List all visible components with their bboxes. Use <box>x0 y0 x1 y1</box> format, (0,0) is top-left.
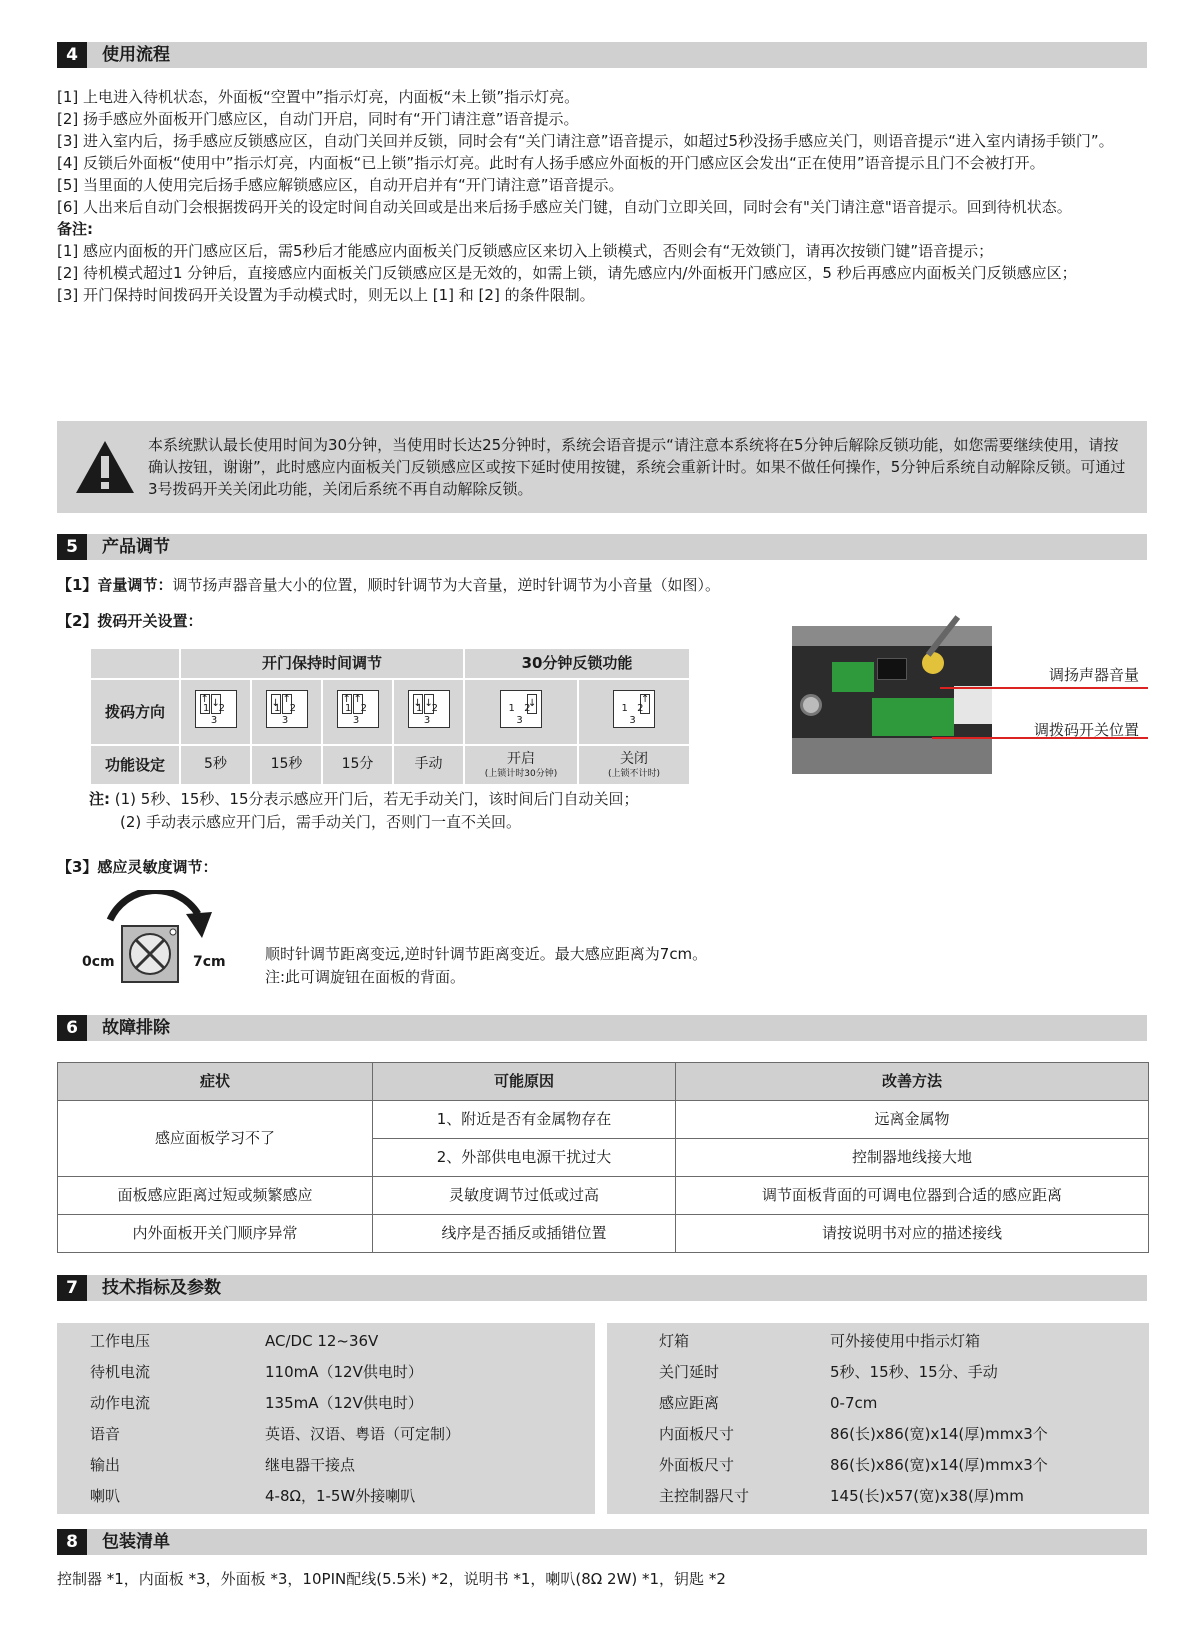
dip-func: 手动 <box>394 746 463 784</box>
dip-row-label-function: 功能设定 <box>91 746 179 784</box>
section-title: 使用流程 <box>102 45 170 65</box>
table-row: 感应面板学习不了 1、附近是否有金属物存在 远离金属物 <box>58 1101 1149 1139</box>
dip-switch-manual <box>394 680 463 744</box>
volume-adjust <box>57 574 1149 596</box>
section-header-7 <box>57 1275 1147 1301</box>
section-title: 技术指标及参数 <box>102 1278 221 1298</box>
dip-switch-icon: ↑ ↑ 1 2 3 <box>337 690 379 728</box>
dip-row-label-direction: 拨码方向 <box>91 680 179 744</box>
spec-row: 外面板尺寸 86(长)x86(宽)x14(厚)mmx3个 <box>659 1456 1048 1474</box>
dip-switch-icon: ↓ 1 2 3 <box>500 690 542 728</box>
volume-adjust-text: 调节扬声器音量大小的位置，顺时针调节为大音量，逆时针调节为小音量（如图）。 <box>172 576 720 594</box>
dip-switch-icon: ↑ ↓ 1 2 3 <box>195 690 237 728</box>
list-item: [1] 感应内面板的开门感应区后，需5秒后才能感应内面板关门反锁感应区来切入上锁模式，否则会有“无效锁门，请再次按锁门键”语音提示； <box>57 242 994 260</box>
list-item: [2] 扬手感应外面板开门感应区，自动门开启，同时有“开门请注意”语音提示。 <box>57 110 579 128</box>
dip-func-lock-on: 开启 (上锁计时30分钟) <box>465 746 577 784</box>
sensitivity-text: 顺时针调节距离变远,逆时针调节距离变近。最大感应距离为7cm。 注:此可调旋钮在面板的背面。 <box>265 945 708 986</box>
section-title: 产品调节 <box>102 537 170 557</box>
dip-switch-lock-off <box>579 680 689 744</box>
section-number: 4 <box>57 42 87 68</box>
dip-group-hold-time: 开门保持时间调节 <box>181 649 463 678</box>
section-header-8 <box>57 1529 1147 1555</box>
sensitivity-label: 【3】感应灵敏度调节： <box>57 858 218 876</box>
callout-speaker-volume: 调扬声器音量 <box>1049 666 1140 684</box>
controller-board-photo <box>792 626 992 774</box>
section-header-4 <box>57 42 1147 68</box>
spec-row: 输出 继电器干接点 <box>90 1456 356 1474</box>
volume-adjust-label: 【1】音量调节： <box>57 576 173 594</box>
section-number: 7 <box>57 1275 87 1301</box>
spec-row: 语音 英语、汉语、粤语（可定制） <box>90 1425 461 1443</box>
usage-flow-list <box>57 86 1149 306</box>
warning-text: 本系统默认最长使用时间为30分钟，当使用时长达25分钟时，系统会语音提示“请注意本系统将在5分钟后解除反锁功能，如您需要继续使用，请按确认按钮，谢谢”，此时感应内面板关门反锁感应区或按下延时使用按键，系统会重新计时。如果不做任何操作，5分钟后系统自动解除反锁。可通过3号拨码开关关闭此功能，关闭后系统不再自动解除反锁。 <box>148 436 1126 498</box>
section-header-6 <box>57 1015 1147 1041</box>
dip-switch-lock-on <box>465 680 577 744</box>
dip-setting-label: 【2】拨码开关设置： <box>57 612 203 630</box>
list-item: [5] 当里面的人使用完后扬手感应解锁感应区，自动开启并有“开门请注意”语音提示。 <box>57 176 624 194</box>
knob-max-label: 7cm <box>193 954 226 970</box>
dip-func-lock-off: 关闭 (上锁不计时) <box>579 746 689 784</box>
section-title: 包装清单 <box>102 1532 170 1552</box>
dip-switch-icon: ↓ ↑ 1 2 3 <box>266 690 308 728</box>
warning-icon <box>74 439 136 495</box>
knob-min-label: 0cm <box>82 954 115 970</box>
remark-title: 备注: <box>57 220 93 238</box>
dip-func: 15秒 <box>252 746 321 784</box>
spec-row: 工作电压 AC/DC 12~36V <box>90 1332 379 1350</box>
troubleshooting-table <box>57 1062 1149 1253</box>
dip-switch-table <box>89 647 691 786</box>
spec-row: 感应距离 0-7cm <box>659 1394 878 1412</box>
list-item: [4] 反锁后外面板“使用中”指示灯亮，内面板“已上锁”指示灯亮。此时有人扬手感应外面板的开门感应区会发出“正在使用”语音提示且门不会被打开。 <box>57 154 1045 172</box>
dip-func: 5秒 <box>181 746 250 784</box>
list-item: [3] 开门保持时间拨码开关设置为手动模式时，则无以上 [1] 和 [2] 的条件限制。 <box>57 286 595 304</box>
spec-row: 关门延时 5秒、15秒、15分、手动 <box>659 1363 998 1381</box>
dip-note: 注: (1) 5秒、15秒、15分表示感应开门后，若无手动关门，该时间后门自动关回； (2) 手动表示感应开门后，需手动关门，否则门一直不关回。 <box>89 790 639 831</box>
section-number: 6 <box>57 1015 87 1041</box>
list-item: [6] 人出来后自动门会根据拨码开关的设定时间自动关回或是出来后扬手感应关门键，自动门立即关回，同时会有"关门请注意"语音提示。回到待机状态。 <box>57 198 1072 216</box>
callout-dip-position: 调拨码开关位置 <box>1034 721 1140 739</box>
section-number: 8 <box>57 1529 87 1555</box>
table-header-row: 症状 可能原因 改善方法 <box>58 1063 1149 1101</box>
callout-line <box>940 687 1148 689</box>
dip-switch-5s <box>181 680 250 744</box>
spec-row: 灯箱 可外接使用中指示灯箱 <box>659 1332 981 1350</box>
table-row: 面板感应距离过短或频繁感应 灵敏度调节过低或过高 调节面板背面的可调电位器到合适的感应距离 <box>58 1177 1149 1215</box>
dip-switch-icon: ↑ 1 2 3 <box>613 690 655 728</box>
dip-switch-15min <box>323 680 392 744</box>
table-row: 内外面板开关门顺序异常 线序是否插反或插错位置 请按说明书对应的描述接线 <box>58 1215 1149 1253</box>
package-list: 控制器 *1，内面板 *3，外面板 *3，10PIN配线(5.5米) *2，说明书 *1，喇叭(8Ω 2W) *1，钥匙 *2 <box>57 1570 726 1588</box>
spec-row: 动作电流 135mA（12V供电时） <box>90 1394 423 1412</box>
list-item: [3] 进入室内后，扬手感应反锁感应区，自动门关回并反锁，同时会有“关门请注意”语音提示，如超过5秒没扬手感应关门，则语音提示“进入室内请扬手锁门”。 <box>57 132 1114 150</box>
dip-func: 15分 <box>323 746 392 784</box>
spec-row: 待机电流 110mA（12V供电时） <box>90 1363 423 1381</box>
warning-box <box>57 421 1147 513</box>
list-item: [1] 上电进入待机状态，外面板“空置中”指示灯亮，内面板“未上锁”指示灯亮。 <box>57 88 580 106</box>
dip-switch-15s <box>252 680 321 744</box>
dip-group-lock: 30分钟反锁功能 <box>465 649 689 678</box>
spec-row: 喇叭 4-8Ω，1-5W外接喇叭 <box>90 1487 416 1505</box>
spec-table-right <box>607 1323 1149 1514</box>
sensitivity-knob-diagram <box>80 890 230 1000</box>
dip-switch-icon: ↓ ↓ 1 2 3 <box>408 690 450 728</box>
section-header-5 <box>57 534 1147 560</box>
rotate-arrow-icon <box>80 890 230 1000</box>
table-row: 2、外部供电电源干扰过大 控制器地线接大地 <box>58 1139 1149 1177</box>
list-item: [2] 待机模式超过1 分钟后，直接感应内面板关门反锁感应区是无效的，如需上锁，请先感应内/外面板开门感应区，5 秒后再感应内面板关门反锁感应区； <box>57 264 1077 282</box>
spec-row: 主控制器尺寸 145(长)x57(宽)x38(厚)mm <box>659 1487 1024 1505</box>
section-number: 5 <box>57 534 87 560</box>
spec-row: 内面板尺寸 86(长)x86(宽)x14(厚)mmx3个 <box>659 1425 1048 1443</box>
spec-table-left <box>57 1323 595 1514</box>
section-title: 故障排除 <box>102 1018 170 1038</box>
